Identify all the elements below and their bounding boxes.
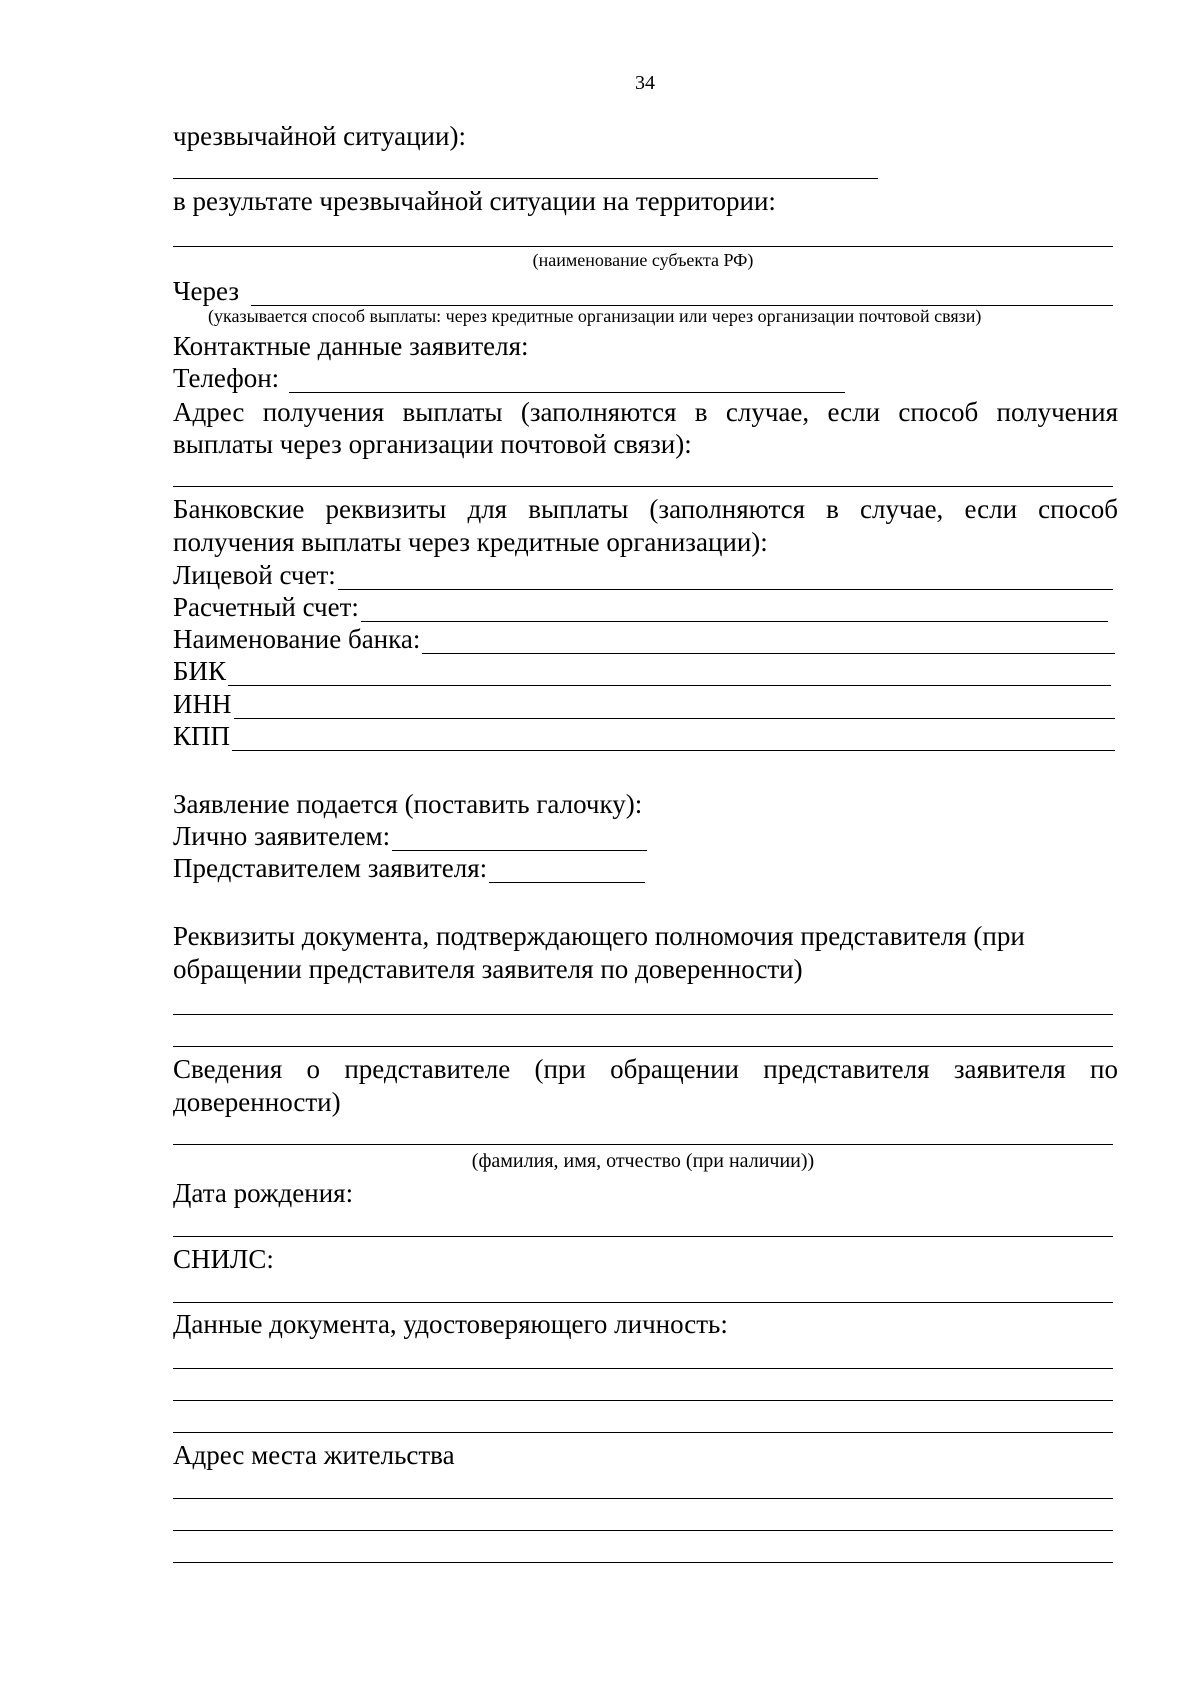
kpp-row: [173, 721, 1115, 751]
id-doc-field-line-1[interactable]: [173, 1368, 1113, 1369]
personal-account-field-line[interactable]: [338, 567, 1113, 590]
personal-account-label: Лицевой счет:: [173, 560, 336, 590]
by-representative-label: Представителем заявителя:: [173, 853, 488, 883]
subject-caption: (наименование субъекта РФ): [532, 250, 754, 270]
residence-field-line-2[interactable]: [173, 1530, 1113, 1531]
via-caption: (указывается способ выплаты: через кредитные организации или через организации почтовой связи): [208, 306, 982, 326]
residence-label: Адрес места жительства: [173, 1440, 455, 1470]
phone-label: Телефон:: [173, 363, 280, 393]
rep-info-paragraph-line-1: Сведения о представителе (при обращении представителя заявителя по: [173, 1054, 1118, 1084]
phone-row: [173, 363, 845, 393]
bank-paragraph-line-1: Банковские реквизиты для выплаты (заполняются в случае, если способ: [173, 494, 1118, 524]
birth-date-label: Дата рождения:: [173, 1178, 354, 1208]
kpp-label: КПП: [173, 721, 231, 751]
kpp-field-line[interactable]: [232, 728, 1115, 751]
personal-account-row: [173, 560, 1113, 590]
rep-info-paragraph-line-2: доверенности): [173, 1087, 341, 1117]
settlement-account-label: Расчетный счет:: [173, 592, 359, 622]
in-person-field-line[interactable]: [392, 828, 647, 851]
address-paragraph-line-1: Адрес получения выплаты (заполняются в случае, если способ получения: [173, 397, 1118, 427]
fio-caption: (фамилия, имя, отчество (при наличии)): [471, 1150, 815, 1172]
via-row: [173, 276, 1113, 306]
emergency-suffix-text: чрезвычайной ситуации):: [173, 121, 466, 151]
bik-label: БИК: [173, 656, 227, 686]
rep-doc-field-line-1[interactable]: [173, 1014, 1113, 1015]
settlement-account-field-line[interactable]: [361, 599, 1108, 622]
rep-doc-field-line-2[interactable]: [173, 1046, 1113, 1047]
settlement-account-row: [173, 592, 1108, 622]
id-doc-field-line-2[interactable]: [173, 1400, 1113, 1401]
address-paragraph-line-2: выплаты через организации почтовой связи):: [173, 429, 692, 459]
territory-label: в результате чрезвычайной ситуации на территории:: [173, 186, 776, 216]
snils-field-line[interactable]: [173, 1302, 1113, 1303]
in-person-row: [173, 821, 647, 851]
address-field-line[interactable]: [173, 486, 1113, 487]
birth-date-field-line[interactable]: [173, 1236, 1113, 1237]
bank-name-label: Наименование банка:: [173, 624, 421, 654]
via-label: Через: [173, 276, 240, 306]
bank-paragraph-line-2: получения выплаты через кредитные организации):: [173, 527, 768, 557]
residence-field-line-3[interactable]: [173, 1562, 1113, 1563]
territory-field-line[interactable]: [173, 246, 1113, 247]
via-field-line[interactable]: [251, 283, 1113, 306]
rep-fio-field-line[interactable]: [173, 1144, 1113, 1145]
rep-doc-paragraph-line-2: обращении представителя заявителя по доверенности): [173, 954, 803, 984]
residence-field-line-1[interactable]: [173, 1498, 1113, 1499]
rep-doc-paragraph-line-1: Реквизиты документа, подтверждающего полномочия представителя (при: [173, 921, 1025, 951]
in-person-label: Лично заявителем:: [173, 821, 391, 851]
bik-field-line[interactable]: [228, 663, 1111, 686]
inn-label: ИНН: [173, 689, 232, 719]
inn-field-line[interactable]: [234, 696, 1116, 719]
inn-row: [173, 689, 1115, 719]
emergency-field-line[interactable]: [173, 178, 878, 179]
bank-name-row: [173, 624, 1115, 654]
submitted-label: Заявление подается (поставить галочку):: [173, 789, 643, 819]
bik-row: [173, 656, 1111, 686]
bank-name-field-line[interactable]: [422, 631, 1115, 654]
by-representative-row: [173, 853, 645, 883]
phone-field-line[interactable]: [289, 370, 845, 393]
by-representative-field-line[interactable]: [489, 860, 645, 883]
id-doc-field-line-3[interactable]: [173, 1432, 1113, 1433]
id-doc-label: Данные документа, удостоверяющего личность:: [173, 1309, 728, 1339]
contacts-label: Контактные данные заявителя:: [173, 331, 529, 361]
snils-label: СНИЛС:: [173, 1244, 274, 1274]
page-number: 34: [635, 72, 655, 94]
